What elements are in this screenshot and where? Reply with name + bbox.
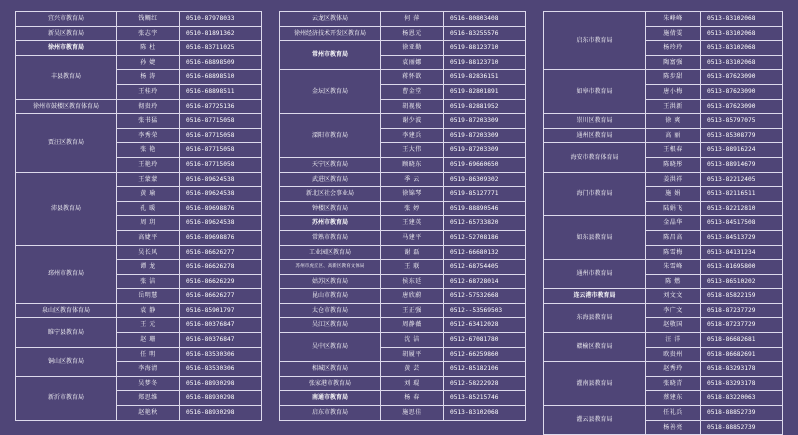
- table-row: [544, 172, 783, 187]
- contact-name-cell: 陈雪梅: [646, 245, 701, 260]
- contact-name-cell: 何 萍: [381, 12, 444, 27]
- phone-number-cell: 0519-88123710: [444, 41, 526, 56]
- table-row: [280, 230, 526, 245]
- phone-number-cell: 0516-83530306: [180, 362, 262, 377]
- phone-number-cell: 0513-81695800: [701, 260, 783, 275]
- contact-name-cell: 任 明: [117, 347, 180, 362]
- contact-name-cell: 吴长风: [117, 245, 180, 260]
- contact-table-panel-3: [543, 11, 783, 435]
- phone-number-cell: 0516-87715058: [180, 143, 262, 158]
- contact-name-cell: 赵艳秋: [117, 406, 180, 421]
- contact-name-cell: 王建英: [381, 216, 444, 231]
- table-row: [280, 201, 526, 216]
- contact-name-cell: 李建兵: [381, 128, 444, 143]
- contact-name-cell: 徐锦琴: [381, 187, 444, 202]
- phone-number-cell: 0510-81891362: [180, 26, 262, 41]
- contact-name-cell: 陈昌高: [646, 230, 701, 245]
- contact-name-cell: 张志宇: [117, 26, 180, 41]
- table-row: [16, 172, 262, 187]
- contact-name-cell: 高婕平: [117, 230, 180, 245]
- phone-number-cell: 0513-82116511: [701, 187, 783, 202]
- contact-name-cell: 顾晓东: [381, 157, 444, 172]
- table-row: [16, 245, 262, 260]
- org-name-cell: 吴江区教育局: [280, 318, 381, 333]
- org-name-cell: 常熟市教育局: [280, 230, 381, 245]
- phone-number-cell: 0516-89624538: [180, 187, 262, 202]
- table-row: [544, 12, 783, 27]
- contact-name-cell: 高 丽: [646, 128, 701, 143]
- phone-number-cell: 0519-87203309: [444, 114, 526, 129]
- contact-name-cell: 赵敬国: [646, 318, 701, 333]
- phone-number-cell: 0516-83530306: [180, 347, 262, 362]
- org-name-cell: 赣榆区教育局: [544, 333, 646, 362]
- contact-name-cell: 赵秀玲: [646, 362, 701, 377]
- phone-number-cell: 0513-86510202: [701, 274, 783, 289]
- contact-name-cell: 任礼兵: [646, 406, 701, 421]
- phone-number-cell: 0513-84517508: [701, 216, 783, 231]
- contact-name-cell: 金晶华: [646, 216, 701, 231]
- table-row: [280, 406, 526, 421]
- phone-number-cell: 0516-85901797: [180, 303, 262, 318]
- phone-number-cell: 0519-87203309: [444, 128, 526, 143]
- org-name-cell: 泉山区教育体育局: [16, 303, 117, 318]
- phone-number-cell: 0519-82801891: [444, 84, 526, 99]
- phone-number-cell: 0513-85215746: [444, 391, 526, 406]
- contact-name-cell: 谢少波: [381, 114, 444, 129]
- contact-name-cell: 陶富强: [646, 55, 701, 70]
- contact-name-cell: 汪 洋: [646, 333, 701, 348]
- contact-name-cell: 姜洪祥: [646, 172, 701, 187]
- phone-number-cell: 0513-84131234: [701, 245, 783, 260]
- contact-name-cell: 徐亚勤: [381, 41, 444, 56]
- phone-number-cell: 0516-87715058: [180, 157, 262, 172]
- org-name-cell: 新沂市教育局: [16, 376, 117, 420]
- table-row: [544, 406, 783, 421]
- org-name-cell: 相城区教育局: [280, 362, 381, 377]
- table-row: [16, 347, 262, 362]
- table-row: [280, 274, 526, 289]
- table-row: [16, 303, 262, 318]
- contact-name-cell: 吴梦冬: [117, 376, 180, 391]
- contact-name-cell: 施倩雯: [646, 26, 701, 41]
- phone-number-cell: 0512-63412028: [444, 318, 526, 333]
- contact-name-cell: 唐欣蔚: [381, 289, 444, 304]
- contact-name-cell: 施思佳: [381, 406, 444, 421]
- phone-number-cell: 0518-85822159: [701, 289, 783, 304]
- phone-number-cell: 0512-67081780: [444, 333, 526, 348]
- org-name-cell: 宜兴市教育局: [16, 12, 117, 27]
- contact-name-cell: 陈 燃: [646, 274, 701, 289]
- org-name-cell: 天宁区教育局: [280, 157, 381, 172]
- contact-name-cell: 蔡建东: [646, 391, 701, 406]
- org-name-cell: 徐州经济技术开发区教育局: [280, 26, 381, 41]
- phone-number-cell: 0516-87725136: [180, 99, 262, 114]
- contact-name-cell: 张 艳: [117, 143, 180, 158]
- phone-number-cell: 0519-69660650: [444, 157, 526, 172]
- org-name-cell: 连云港市教育局: [544, 289, 646, 304]
- table-row: [544, 289, 783, 304]
- contact-name-cell: 杨 涛: [117, 70, 180, 85]
- phone-number-cell: 0513-85308779: [701, 128, 783, 143]
- phone-number-cell: 0513-88914679: [701, 157, 783, 172]
- table-row: [280, 289, 526, 304]
- contact-name-cell: 杨玲玲: [646, 41, 701, 56]
- contact-name-cell: 陈晓彤: [646, 157, 701, 172]
- contact-name-cell: 曹金堂: [381, 84, 444, 99]
- phone-number-cell: 0513-82212405: [701, 172, 783, 187]
- phone-number-cell: 0513-83102068: [701, 55, 783, 70]
- table-row: [544, 260, 783, 275]
- phone-number-cell: 0516-86626229: [180, 274, 262, 289]
- contact-name-cell: 岳明慧: [117, 289, 180, 304]
- table-row: [16, 12, 262, 27]
- contact-name-cell: 王蒙蒙: [117, 172, 180, 187]
- phone-number-cell: 0513-87623090: [701, 70, 783, 85]
- contact-name-cell: 杨善亮: [646, 420, 701, 435]
- org-name-cell: 铜山区教育局: [16, 347, 117, 376]
- table-row: [280, 333, 526, 348]
- contact-name-cell: 周 玥: [117, 216, 180, 231]
- contact-name-cell: 李秀荣: [117, 128, 180, 143]
- table-row: [280, 318, 526, 333]
- phone-number-cell: 0519-88890546: [444, 201, 526, 216]
- contact-name-cell: 张 婷: [381, 201, 444, 216]
- org-name-cell: 南通市教育局: [280, 391, 381, 406]
- org-name-cell: 工业园区教育局: [280, 245, 381, 260]
- org-name-cell: 如皋市教育局: [544, 70, 646, 114]
- org-name-cell: 钟楼区教育局: [280, 201, 381, 216]
- phone-number-cell: 0516-89624538: [180, 216, 262, 231]
- org-name-cell: 徐州市鼓楼区教育体育局: [16, 99, 117, 114]
- table-row: [280, 260, 526, 275]
- phone-number-cell: 0519-82836151: [444, 70, 526, 85]
- org-name-cell: 溧阳市教育局: [280, 114, 381, 158]
- org-name-cell: 贾汪区教育局: [16, 114, 117, 172]
- contact-name-cell: 王大伟: [381, 143, 444, 158]
- table-row: [280, 245, 526, 260]
- table-row: [280, 70, 526, 85]
- phone-number-cell: 0516-88930298: [180, 376, 262, 391]
- org-name-cell: 东海县教育局: [544, 303, 646, 332]
- phone-number-cell: 0518-83220063: [701, 391, 783, 406]
- contact-name-cell: 赵 珊: [117, 333, 180, 348]
- org-name-cell: 常州市教育局: [280, 41, 381, 70]
- phone-number-cell: 0512-68728014: [444, 274, 526, 289]
- org-name-cell: 启东市教育局: [544, 12, 646, 70]
- table-row: [280, 157, 526, 172]
- phone-number-cell: 0516-80376847: [180, 333, 262, 348]
- phone-number-cell: 0513-84513729: [701, 230, 783, 245]
- table-row: [544, 114, 783, 129]
- org-name-cell: 邳州市教育局: [16, 245, 117, 303]
- contact-name-cell: 王艳玲: [117, 157, 180, 172]
- table-row: [544, 143, 783, 158]
- phone-number-cell: 0518-83293178: [701, 376, 783, 391]
- phone-number-cell: 0516-80376847: [180, 318, 262, 333]
- org-name-cell: 苏州市教育局: [280, 216, 381, 231]
- contact-name-cell: 徐 爽: [646, 114, 701, 129]
- org-name-cell: 如东县教育局: [544, 216, 646, 260]
- contact-name-cell: 马建平: [381, 230, 444, 245]
- contact-name-cell: 陆娟飞: [646, 201, 701, 216]
- phone-number-cell: 0518-86682681: [701, 333, 783, 348]
- contact-table: [15, 11, 262, 421]
- contact-name-cell: 王 元: [117, 318, 180, 333]
- table-row: [544, 362, 783, 377]
- org-name-cell: 徐州市教育局: [16, 41, 117, 56]
- org-name-cell: 张家港市教育局: [280, 376, 381, 391]
- org-name-cell: 新北区社会事业局: [280, 187, 381, 202]
- phone-number-cell: 0516-68898510: [180, 70, 262, 85]
- phone-number-cell: 0516-86626277: [180, 245, 262, 260]
- contact-name-cell: 王根春: [646, 143, 701, 158]
- org-name-cell: 昆山市教育局: [280, 289, 381, 304]
- contact-name-cell: 袁丽娜: [381, 55, 444, 70]
- contact-name-cell: 孔 暖: [117, 201, 180, 216]
- org-name-cell: 新吴区教育局: [16, 26, 117, 41]
- table-row: [544, 303, 783, 318]
- contact-name-cell: 刘 琨: [381, 376, 444, 391]
- org-name-cell: 金坛区教育局: [280, 70, 381, 114]
- contact-name-cell: 孙 婕: [117, 55, 180, 70]
- phone-number-cell: 0512-66680132: [444, 245, 526, 260]
- contact-name-cell: 张晓青: [646, 376, 701, 391]
- contact-name-cell: 朱雪峰: [646, 260, 701, 275]
- contact-name-cell: 王正强: [381, 303, 444, 318]
- phone-number-cell: 0512-68754405: [444, 260, 526, 275]
- phone-number-cell: 0516-86626277: [180, 289, 262, 304]
- phone-number-cell: 0519-86309302: [444, 172, 526, 187]
- contact-table: [279, 11, 526, 421]
- org-name-cell: 吴中区教育局: [280, 333, 381, 362]
- phone-number-cell: 0516-87715058: [180, 128, 262, 143]
- table-row: [280, 172, 526, 187]
- table-row: [16, 26, 262, 41]
- org-name-cell: 灌南县教育局: [544, 362, 646, 406]
- contact-name-cell: 张 洁: [117, 274, 180, 289]
- phone-number-cell: 0513-83102068: [701, 12, 783, 27]
- table-row: [16, 318, 262, 333]
- phone-number-cell: 0519-82881952: [444, 99, 526, 114]
- org-name-cell: 灌云县教育局: [544, 406, 646, 435]
- contact-name-cell: 谢 磊: [381, 245, 444, 260]
- phone-number-cell: 0516-89698876: [180, 201, 262, 216]
- org-name-cell: 通州区教育局: [544, 128, 646, 143]
- contact-name-cell: 唐小梅: [646, 84, 701, 99]
- phone-number-cell: 0513-83102068: [701, 26, 783, 41]
- table-row: [16, 41, 262, 56]
- phone-number-cell: 0519-85127771: [444, 187, 526, 202]
- phone-number-cell: 0513-87623090: [701, 99, 783, 114]
- phone-number-cell: 0513-83102068: [444, 406, 526, 421]
- org-name-cell: 云龙区教体局: [280, 12, 381, 27]
- contact-name-cell: 王洪新: [646, 99, 701, 114]
- table-row: [280, 41, 526, 56]
- table-row: [280, 303, 526, 318]
- table-row: [544, 128, 783, 143]
- phone-number-cell: 0516-88930298: [180, 391, 262, 406]
- phone-number-cell: 0518-88852739: [701, 420, 783, 435]
- org-name-cell: 睢宁县教育局: [16, 318, 117, 347]
- org-name-cell: 武进区教育局: [280, 172, 381, 187]
- contact-name-cell: 黄 瑜: [117, 187, 180, 202]
- contact-name-cell: 侯东廷: [381, 274, 444, 289]
- org-name-cell: 沛县教育局: [16, 172, 117, 245]
- phone-number-cell: 0512-57532668: [444, 289, 526, 304]
- table-row: [280, 12, 526, 27]
- contact-name-cell: 胡履平: [381, 347, 444, 362]
- org-name-cell: 丰县教育局: [16, 55, 117, 99]
- org-name-cell: 海安市教育体育局: [544, 143, 646, 172]
- org-name-cell: 苏州市虎丘区、高新区教育文体局: [280, 260, 381, 275]
- table-row: [544, 70, 783, 85]
- phone-number-cell: 0518-86682691: [701, 347, 783, 362]
- table-row: [280, 376, 526, 391]
- phone-number-cell: 0518-87237729: [701, 303, 783, 318]
- table-row: [16, 99, 262, 114]
- contact-name-cell: 蒋怀欲: [381, 70, 444, 85]
- phone-number-cell: 0516-68898509: [180, 55, 262, 70]
- org-name-cell: 姑苏区教育局: [280, 274, 381, 289]
- table-row: [16, 114, 262, 129]
- contact-name-cell: 李广文: [646, 303, 701, 318]
- table-row: [280, 114, 526, 129]
- phone-number-cell: 0512-58222928: [444, 376, 526, 391]
- contact-name-cell: 欧贵州: [646, 347, 701, 362]
- phone-number-cell: 0512-65733820: [444, 216, 526, 231]
- contact-name-cell: 施 娟: [646, 187, 701, 202]
- contact-name-cell: 胡视俊: [381, 99, 444, 114]
- table-row: [280, 391, 526, 406]
- phone-number-cell: 0516-89624538: [180, 172, 262, 187]
- contact-name-cell: 袁 静: [117, 303, 180, 318]
- org-name-cell: 太仓市教育局: [280, 303, 381, 318]
- phone-number-cell: 0518-83293178: [701, 362, 783, 377]
- table-row: [16, 376, 262, 391]
- phone-number-cell: 0516-83255576: [444, 26, 526, 41]
- table-row: [280, 362, 526, 377]
- table-row: [280, 26, 526, 41]
- phone-number-cell: 0516-86626278: [180, 260, 262, 275]
- table-row: [280, 216, 526, 231]
- contact-name-cell: 黄 芸: [381, 362, 444, 377]
- phone-number-cell: 0512--53569503: [444, 303, 526, 318]
- table-row: [280, 187, 526, 202]
- contact-table-panel-2: [279, 11, 526, 421]
- contact-name-cell: 朱峰峰: [646, 12, 701, 27]
- contact-name-cell: 郑思维: [117, 391, 180, 406]
- phone-number-cell: 0513-83102068: [701, 41, 783, 56]
- phone-number-cell: 0510-87978033: [180, 12, 262, 27]
- org-name-cell: 海门市教育局: [544, 172, 646, 216]
- contact-table: [543, 11, 783, 435]
- phone-number-cell: 0513-87623090: [701, 84, 783, 99]
- phone-number-cell: 0516-83711025: [180, 41, 262, 56]
- org-name-cell: 通州市教育局: [544, 260, 646, 289]
- table-row: [16, 55, 262, 70]
- phone-number-cell: 0516-80803408: [444, 12, 526, 27]
- table-row: [544, 216, 783, 231]
- contact-name-cell: 钱鲷红: [117, 12, 180, 27]
- contact-name-cell: 季 云: [381, 172, 444, 187]
- phone-number-cell: 0516-87715058: [180, 114, 262, 129]
- phone-number-cell: 0516-68898511: [180, 84, 262, 99]
- contact-name-cell: 周静薇: [381, 318, 444, 333]
- phone-number-cell: 0519-87203309: [444, 143, 526, 158]
- phone-number-cell: 0519-88123710: [444, 55, 526, 70]
- phone-number-cell: 0512-85182106: [444, 362, 526, 377]
- contact-name-cell: 张书猛: [117, 114, 180, 129]
- contact-name-cell: 李海清: [117, 362, 180, 377]
- contact-name-cell: 杨 春: [381, 391, 444, 406]
- phone-number-cell: 0512-66259860: [444, 347, 526, 362]
- phone-number-cell: 0513-85797075: [701, 114, 783, 129]
- table-row: [544, 333, 783, 348]
- contact-name-cell: 王桂玲: [117, 84, 180, 99]
- contact-name-cell: 王 联: [381, 260, 444, 275]
- phone-number-cell: 0512-52708186: [444, 230, 526, 245]
- contact-name-cell: 彻贵玲: [117, 99, 180, 114]
- contact-name-cell: 刘文文: [646, 289, 701, 304]
- contact-name-cell: 陈 杜: [117, 41, 180, 56]
- phone-number-cell: 0516-89698876: [180, 230, 262, 245]
- phone-number-cell: 0513-82212810: [701, 201, 783, 216]
- contact-name-cell: 陈步甜: [646, 70, 701, 85]
- contact-name-cell: 沈 洁: [381, 333, 444, 348]
- phone-number-cell: 0518-88852739: [701, 406, 783, 421]
- org-name-cell: 启东市教育局: [280, 406, 381, 421]
- phone-number-cell: 0513-88916224: [701, 143, 783, 158]
- org-name-cell: 崇川区教育局: [544, 114, 646, 129]
- contact-name-cell: 杨恩元: [381, 26, 444, 41]
- phone-number-cell: 0518-87237729: [701, 318, 783, 333]
- contact-name-cell: 谭 龙: [117, 260, 180, 275]
- contact-table-panel-1: [15, 11, 262, 421]
- phone-number-cell: 0516-88930298: [180, 406, 262, 421]
